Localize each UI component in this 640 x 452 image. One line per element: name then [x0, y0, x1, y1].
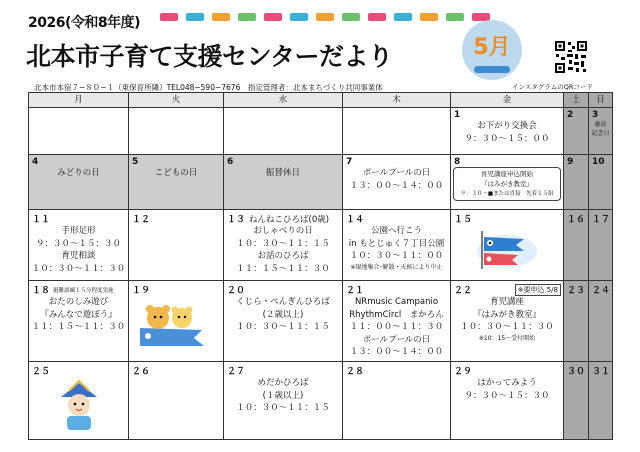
holiday-name: こどもの日: [154, 168, 198, 178]
day-number: １９: [132, 286, 151, 296]
day-number: 3: [592, 110, 599, 120]
day-number: ２９: [454, 367, 473, 377]
day-cell-28: [343, 362, 451, 440]
event-title: はかってみよう: [477, 378, 537, 388]
day-cell-24: [589, 281, 613, 362]
day-number: 5: [132, 157, 139, 167]
day-number: ３０: [567, 367, 586, 377]
day-cell-18: [29, 281, 129, 362]
event-title: 育児相談: [61, 251, 96, 261]
weekday-sun: 日: [589, 93, 613, 108]
day-cell-25: [29, 362, 129, 440]
day-cell-3: [589, 108, 613, 155]
registration-notice: [453, 167, 561, 201]
event-time: １１：１５～１１：３０: [31, 322, 126, 332]
notice-detail: ９：３０～■または直接 先着１５組: [460, 191, 554, 197]
event-title: ねんねこひろば(0歳): [249, 214, 330, 225]
day-number: 6: [227, 157, 234, 167]
event-time: １０：３０～１１：３０: [460, 322, 554, 332]
week-row-2: [29, 155, 613, 210]
calendar-table: [28, 92, 613, 440]
event-note: 避難訓練１５分程度実施: [53, 287, 114, 294]
year-heading: 2026(令和8年度): [28, 15, 141, 31]
holiday-name: 憲法: [594, 121, 607, 128]
event-time: １０：３０～１１：１５: [236, 238, 330, 249]
event-time: １１：１５～１１：３０: [236, 263, 330, 274]
day-cell-2: [564, 108, 589, 155]
event-age: (２歳以上): [262, 309, 304, 320]
day-number: ２２: [454, 286, 473, 296]
day-cell-14: [343, 210, 451, 281]
kabuto-child-illustration-icon: [47, 379, 111, 431]
event-note: ※10：15～受付開始: [478, 334, 536, 342]
day-number: １３: [227, 215, 246, 225]
event-title: お下がり交換会: [477, 121, 537, 131]
day-number: 4: [32, 157, 39, 167]
day-number: 9: [567, 157, 574, 167]
event-title: ポールプールの日: [362, 334, 431, 345]
day-number: ２５: [32, 367, 51, 377]
event-title: 育児講座: [489, 297, 524, 307]
week-row-1: [29, 108, 613, 155]
day-cell-16: [564, 210, 589, 281]
day-cell-20: [224, 281, 343, 362]
event-title: お話のひろば: [257, 251, 309, 261]
day-cell-5: [129, 155, 224, 210]
day-cell-8: [451, 155, 564, 210]
day-number: ２７: [227, 367, 246, 377]
koinobori-bunting-icon: [160, 13, 490, 21]
day-number: ２０: [227, 286, 246, 296]
event-note: ※現地集合･解散・天候により中止: [350, 263, 443, 271]
day-cell-13: [224, 210, 343, 281]
event-age: (１歳以上): [262, 390, 304, 401]
event-title: くじら・ぺんぎんひろば: [236, 297, 330, 307]
notice-title: 育児講座申込開始: [481, 170, 533, 178]
day-cell-11: [29, 210, 129, 281]
qr-code-icon[interactable]: [554, 40, 588, 74]
event-title: おたのしみ遊び: [48, 297, 109, 307]
koinobori-illustration-icon: [472, 227, 542, 271]
weekday-header-row: [29, 93, 613, 108]
event-title: めだかひろば: [257, 378, 309, 388]
event-subtitle: 『はみがき教室』: [472, 309, 541, 320]
holiday-name: 記念日: [591, 130, 610, 137]
day-number: １２: [132, 215, 151, 225]
day-cell-1: [451, 108, 564, 155]
event-title: RhythmCircl まかろん: [349, 309, 444, 320]
day-number: １６: [567, 215, 586, 225]
event-title: ポールプールの日: [362, 168, 431, 178]
day-cell-empty: [224, 108, 343, 155]
event-time: ９：３０～１５：００: [464, 133, 550, 144]
holiday-name: 振替休日: [265, 168, 300, 178]
may-badge-icon: [462, 20, 522, 80]
day-number: １７: [592, 215, 611, 225]
day-cell-7: [343, 155, 451, 210]
day-cell-empty: [343, 108, 451, 155]
day-number: ２４: [592, 286, 611, 296]
week-row-3: [29, 210, 613, 281]
day-number: １８: [32, 286, 51, 296]
event-title: 公園へ行こう: [370, 226, 422, 236]
event-location: in もとじゅく７丁目公園: [348, 238, 445, 249]
day-number: ３１: [592, 367, 611, 377]
day-cell-9: [564, 155, 589, 210]
weekday-fri: 金: [451, 93, 564, 108]
weekday-sat: 土: [564, 93, 589, 108]
day-cell-26: [129, 362, 224, 440]
week-row-4: [29, 281, 613, 362]
day-number: １４: [346, 215, 365, 225]
registration-badge: ※要申込 5/8: [515, 284, 561, 296]
day-cell-21: [343, 281, 451, 362]
event-time: ９：３０～１５：３０: [464, 390, 550, 401]
day-cell-empty: [29, 108, 129, 155]
bear-koinobori-illustration-icon: [136, 298, 216, 350]
address-line: 北本市本宿７−８０−１（東保育所隣）TEL048−590−7676 指定管理者：北本まちづくり共同事業体: [34, 83, 383, 92]
event-time: ９：３０～１５：３０: [35, 238, 121, 249]
week-row-5: [29, 362, 613, 440]
day-cell-15: [451, 210, 564, 281]
month-badge-label: 5月: [473, 35, 511, 60]
instagram-qr-caption: インスタグラムのQRコード: [512, 83, 593, 91]
day-cell-29: [451, 362, 564, 440]
event-time: １１：００～１１：３０: [349, 322, 444, 332]
notice-course: 『はみがき教室』: [481, 180, 533, 188]
day-number: ２６: [132, 367, 151, 377]
day-cell-10: [589, 155, 613, 210]
day-number: 7: [346, 157, 353, 167]
day-number: ２８: [346, 367, 365, 377]
day-cell-4: [29, 155, 129, 210]
event-time: １０：３０～１１：１５: [236, 403, 330, 413]
day-cell-17: [589, 210, 613, 281]
event-title: NRmusic Campanio: [354, 297, 439, 307]
day-cell-31: [589, 362, 613, 440]
day-cell-30: [564, 362, 589, 440]
day-number: 8: [454, 157, 461, 167]
event-time: １０：３０～１１：１５: [236, 322, 330, 332]
event-time: １０：３０～１１：００: [349, 251, 444, 261]
event-time: １０：３０～１１：３０: [31, 263, 126, 274]
day-number: 2: [567, 110, 574, 120]
day-cell-22: [451, 281, 564, 362]
weekday-tue: 火: [129, 93, 224, 108]
event-title: おしゃべりの日: [253, 226, 313, 236]
day-cell-12: [129, 210, 224, 281]
day-cell-27: [224, 362, 343, 440]
weekday-mon: 月: [29, 93, 129, 108]
day-cell-empty: [129, 108, 224, 155]
event-time: １３：００～１４：００: [349, 347, 444, 357]
day-number: １５: [454, 215, 473, 225]
weekday-thu: 木: [343, 93, 451, 108]
event-time: １３：００～１４：００: [349, 180, 444, 191]
day-number: ２３: [567, 286, 586, 296]
day-cell-19: [129, 281, 224, 362]
day-number: ２１: [346, 286, 365, 296]
day-cell-23: [564, 281, 589, 362]
holiday-name: みどりの日: [57, 168, 100, 178]
day-number: 10: [592, 157, 605, 167]
event-title: 手形足形: [61, 226, 96, 236]
day-number: １１: [32, 215, 51, 225]
day-cell-6: [224, 155, 343, 210]
weekday-wed: 水: [224, 93, 343, 108]
event-subtitle: 『みんなで遊ぼう』: [40, 309, 117, 320]
day-number: 1: [454, 110, 461, 120]
page-title: 北本市子育て支援センターだより: [26, 42, 393, 71]
